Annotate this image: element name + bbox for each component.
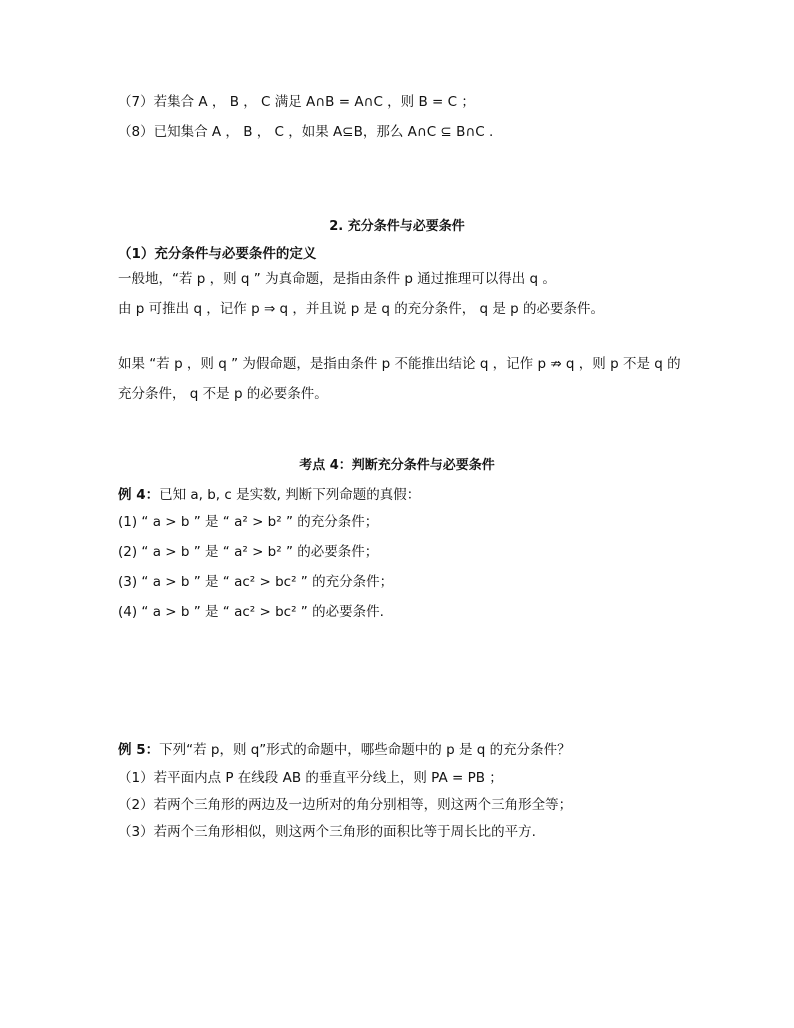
example-5-item-3: （3）若两个三角形相似，则这两个三角形的面积比等于周长比的平方. <box>118 824 536 840</box>
section-2-title: 2. 充分条件与必要条件 <box>329 219 465 234</box>
example-5-question: 下列“若 p，则 q”形式的命题中，哪些命题中的 p 是 q 的充分条件？ <box>159 742 571 758</box>
item-8: （8）已知集合 A ， B ， C ，如果 A⊆B，那么 A∩C ⊆ B∩C . <box>118 124 494 140</box>
example-4-item-2: (2) “ a > b ” 是 “ a² > b² ” 的必要条件； <box>118 544 379 560</box>
example-4-intro <box>118 486 420 504</box>
example-4-label: 例 4： <box>118 487 160 503</box>
example-5-item-2: （2）若两个三角形的两边及一边所对的角分别相等，则这两个三角形全等； <box>118 797 573 813</box>
example-5-intro <box>118 741 571 759</box>
example-5-label: 例 5： <box>118 742 160 758</box>
example-5-item-1: （1）若平面内点 P 在线段 AB 的垂直平分线上，则 PA = PB ； <box>118 770 503 786</box>
example-4-question: 已知 a, b, c 是实数, 判断下列命题的真假： <box>159 487 421 503</box>
example-4-item-3: (3) “ a > b ” 是 “ ac² > bc² ” 的充分条件； <box>118 574 394 590</box>
kaodian-4-title: 考点 4：判断充分条件与必要条件 <box>299 458 495 473</box>
definition-line-2: 由 p 可推出 q ，记作 p ⇒ q ，并且说 p 是 q 的充分条件， q 是 p 的必要条件。 <box>118 301 605 317</box>
definition-line-1: 一般地，“若 p ，则 q ” 为真命题，是指由条件 p 通过推理可以得出 q 。 <box>118 271 556 287</box>
definition-line-3b: 充分条件， q 不是 p 的必要条件。 <box>118 386 328 402</box>
item-7: （7）若集合 A ， B ， C 满足 A∩B = A∩C ，则 B = C ； <box>118 94 475 110</box>
definition-line-3a: 如果 “若 p ，则 q ” 为假命题，是指由条件 p 不能推出结论 q ，记作 p ⇏ q ，则 p 不是 q 的 <box>118 356 681 372</box>
subsection-1-title: （1）充分条件与必要条件的定义 <box>118 246 317 262</box>
example-4-item-4: (4) “ a > b ” 是 “ ac² > bc² ” 的必要条件. <box>118 604 384 620</box>
example-4-item-1: (1) “ a > b ” 是 “ a² > b² ” 的充分条件； <box>118 514 379 530</box>
